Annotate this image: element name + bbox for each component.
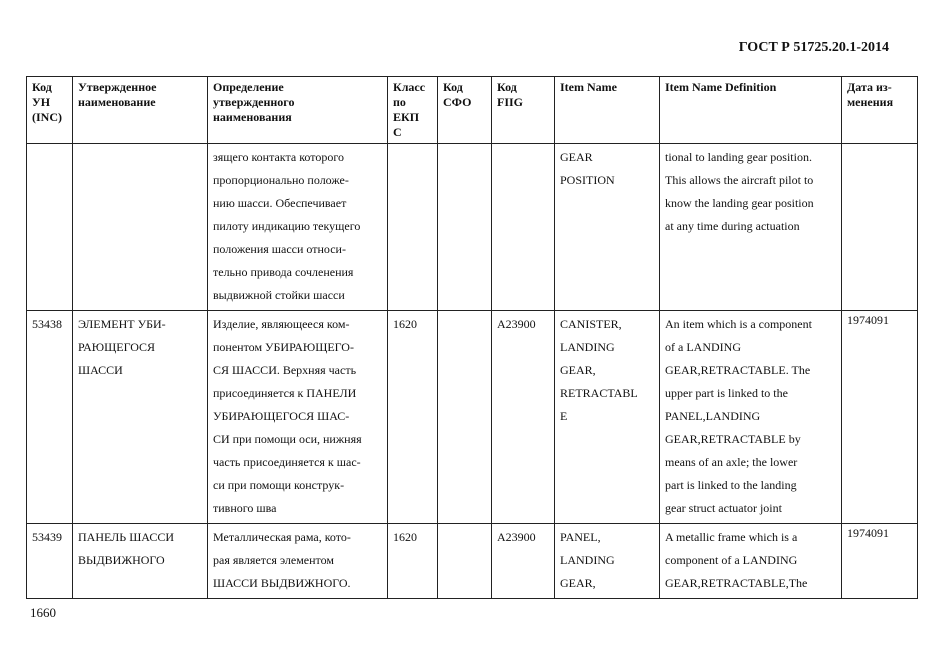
column-header-line: менения: [847, 95, 894, 109]
cell-line: нию шасси. Обеспечивает: [213, 196, 347, 210]
column-header-line: Код: [497, 80, 517, 94]
cell-class: [388, 524, 438, 599]
cell-line: A metallic frame which is a: [665, 530, 798, 544]
cell-code: [27, 144, 73, 311]
cell-line: LANDING: [560, 553, 615, 567]
cell-line: понентом УБИРАЮЩЕГО-: [213, 340, 354, 354]
cell-line: means of an axle; the lower: [665, 455, 798, 469]
cell-fiig: [492, 144, 555, 311]
cell-line: ПАНЕЛЬ ШАССИ: [78, 530, 175, 544]
table-row: [27, 524, 918, 599]
column-header-line: Утвержденное: [78, 80, 157, 94]
cell-date: [842, 311, 918, 524]
cell-value: 53438: [32, 317, 62, 331]
cell-item-definition: [660, 144, 842, 311]
cell-line: tional to landing gear position.: [665, 150, 812, 164]
cell-line: тивного шва: [213, 501, 277, 515]
cell-line: ШАССИ: [78, 363, 123, 377]
cell-fiig: [492, 311, 555, 524]
cell-line: component of a LANDING: [665, 553, 798, 567]
cell-line: GEAR,RETRACTABLE,The: [665, 576, 808, 590]
column-header-line: утвержденного: [213, 95, 295, 109]
cell-line: PANEL,: [560, 530, 601, 544]
column-header-line: ЕКП: [393, 110, 420, 124]
cell-line: GEAR: [560, 150, 593, 164]
cell-line: know the landing gear position: [665, 196, 814, 210]
table-header-row: [27, 77, 918, 144]
cell-line: пропорционально положе-: [213, 173, 349, 187]
column-header: [27, 77, 73, 144]
column-header-line: Item Name Definition: [665, 80, 777, 94]
column-header: [492, 77, 555, 144]
cell-line: part is linked to the landing: [665, 478, 797, 492]
cell-sfo: [438, 524, 492, 599]
column-header: [438, 77, 492, 144]
specification-table: [26, 76, 918, 599]
column-header: [388, 77, 438, 144]
cell-line: Изделие, являющееся ком-: [213, 317, 350, 331]
column-header-line: Код: [443, 80, 463, 94]
column-header: [73, 77, 208, 144]
cell-item-definition: [660, 524, 842, 599]
cell-sfo: [438, 144, 492, 311]
cell-line: of a LANDING: [665, 340, 741, 354]
cell-line: ШАССИ ВЫДВИЖНОГО.: [213, 576, 351, 590]
page-number: 1660: [30, 605, 56, 620]
cell-fiig: [492, 524, 555, 599]
cell-name: [73, 524, 208, 599]
table-row: [27, 144, 918, 311]
column-header-line: С: [393, 125, 402, 139]
cell-line: зящего контакта которого: [213, 150, 344, 164]
cell-line: upper part is linked to the: [665, 386, 788, 400]
column-header-line: СФО: [443, 95, 472, 109]
cell-value: A23900: [497, 530, 536, 544]
column-header-line: Определение: [213, 80, 284, 94]
cell-line: GEAR,: [560, 363, 596, 377]
column-header-line: Дата из-: [847, 80, 892, 94]
cell-item-name: [555, 524, 660, 599]
cell-value: 1974091: [847, 526, 889, 540]
column-header-line: наименование: [78, 95, 156, 109]
cell-line: РАЮЩЕГОСЯ: [78, 340, 156, 354]
column-header-line: FIIG: [497, 95, 524, 109]
cell-line: GEAR,RETRACTABLE by: [665, 432, 801, 446]
cell-line: си при помощи конструк-: [213, 478, 345, 492]
cell-line: ВЫДВИЖНОГО: [78, 553, 165, 567]
cell-value: 1620: [393, 317, 417, 331]
cell-value: 1620: [393, 530, 417, 544]
cell-line: УБИРАЮЩЕГОСЯ ШАС-: [213, 409, 350, 423]
cell-sfo: [438, 311, 492, 524]
cell-line: gear struct actuator joint: [665, 501, 782, 515]
cell-line: Металлическая рама, кото-: [213, 530, 351, 544]
cell-line: присоединяется к ПАНЕЛИ: [213, 386, 357, 400]
cell-line: PANEL,LANDING: [665, 409, 761, 423]
cell-value: 53439: [32, 530, 62, 544]
column-header: [842, 77, 918, 144]
cell-line: положения шасси относи-: [213, 242, 346, 256]
cell-line: RETRACTABL: [560, 386, 638, 400]
cell-definition: [208, 144, 388, 311]
cell-line: пилоту индикацию текущего: [213, 219, 361, 233]
cell-date: [842, 524, 918, 599]
column-header-line: Item Name: [560, 80, 617, 94]
cell-line: CANISTER,: [560, 317, 622, 331]
table-row: [27, 311, 918, 524]
column-header-line: (INC): [32, 110, 62, 124]
cell-value: A23900: [497, 317, 536, 331]
column-header: [208, 77, 388, 144]
cell-definition: [208, 311, 388, 524]
cell-line: часть присоединяется к шас-: [213, 455, 361, 469]
column-header-line: наименования: [213, 110, 292, 124]
cell-item-name: [555, 311, 660, 524]
cell-item-name: [555, 144, 660, 311]
cell-name: [73, 144, 208, 311]
column-header-line: УН: [32, 95, 51, 109]
cell-line: СЯ ШАССИ. Верхняя часть: [213, 363, 357, 377]
column-header-line: по: [393, 95, 406, 109]
cell-line: рая является элементом: [213, 553, 334, 567]
cell-line: LANDING: [560, 340, 615, 354]
column-header: [660, 77, 842, 144]
cell-name: [73, 311, 208, 524]
column-header-line: Класс: [393, 80, 426, 94]
document-header: ГОСТ Р 51725.20.1-2014: [738, 40, 889, 55]
cell-line: This allows the aircraft pilot to: [665, 173, 814, 187]
cell-line: An item which is a component: [665, 317, 812, 331]
column-header: [555, 77, 660, 144]
cell-line: тельно привода сочленения: [213, 265, 354, 279]
cell-value: 1974091: [847, 313, 889, 327]
table-body: [27, 144, 918, 599]
cell-date: [842, 144, 918, 311]
cell-line: выдвижной стойки шасси: [213, 288, 345, 302]
cell-class: [388, 144, 438, 311]
column-header-line: Код: [32, 80, 52, 94]
cell-code: [27, 311, 73, 524]
cell-line: ЭЛЕМЕНТ УБИ-: [78, 317, 166, 331]
cell-line: СИ при помощи оси, нижняя: [213, 432, 362, 446]
cell-definition: [208, 524, 388, 599]
cell-class: [388, 311, 438, 524]
cell-line: E: [560, 409, 568, 423]
cell-item-definition: [660, 311, 842, 524]
cell-line: at any time during actuation: [665, 219, 800, 233]
cell-line: GEAR,RETRACTABLE. The: [665, 363, 811, 377]
cell-line: GEAR,: [560, 576, 596, 590]
cell-code: [27, 524, 73, 599]
cell-line: POSITION: [560, 173, 615, 187]
